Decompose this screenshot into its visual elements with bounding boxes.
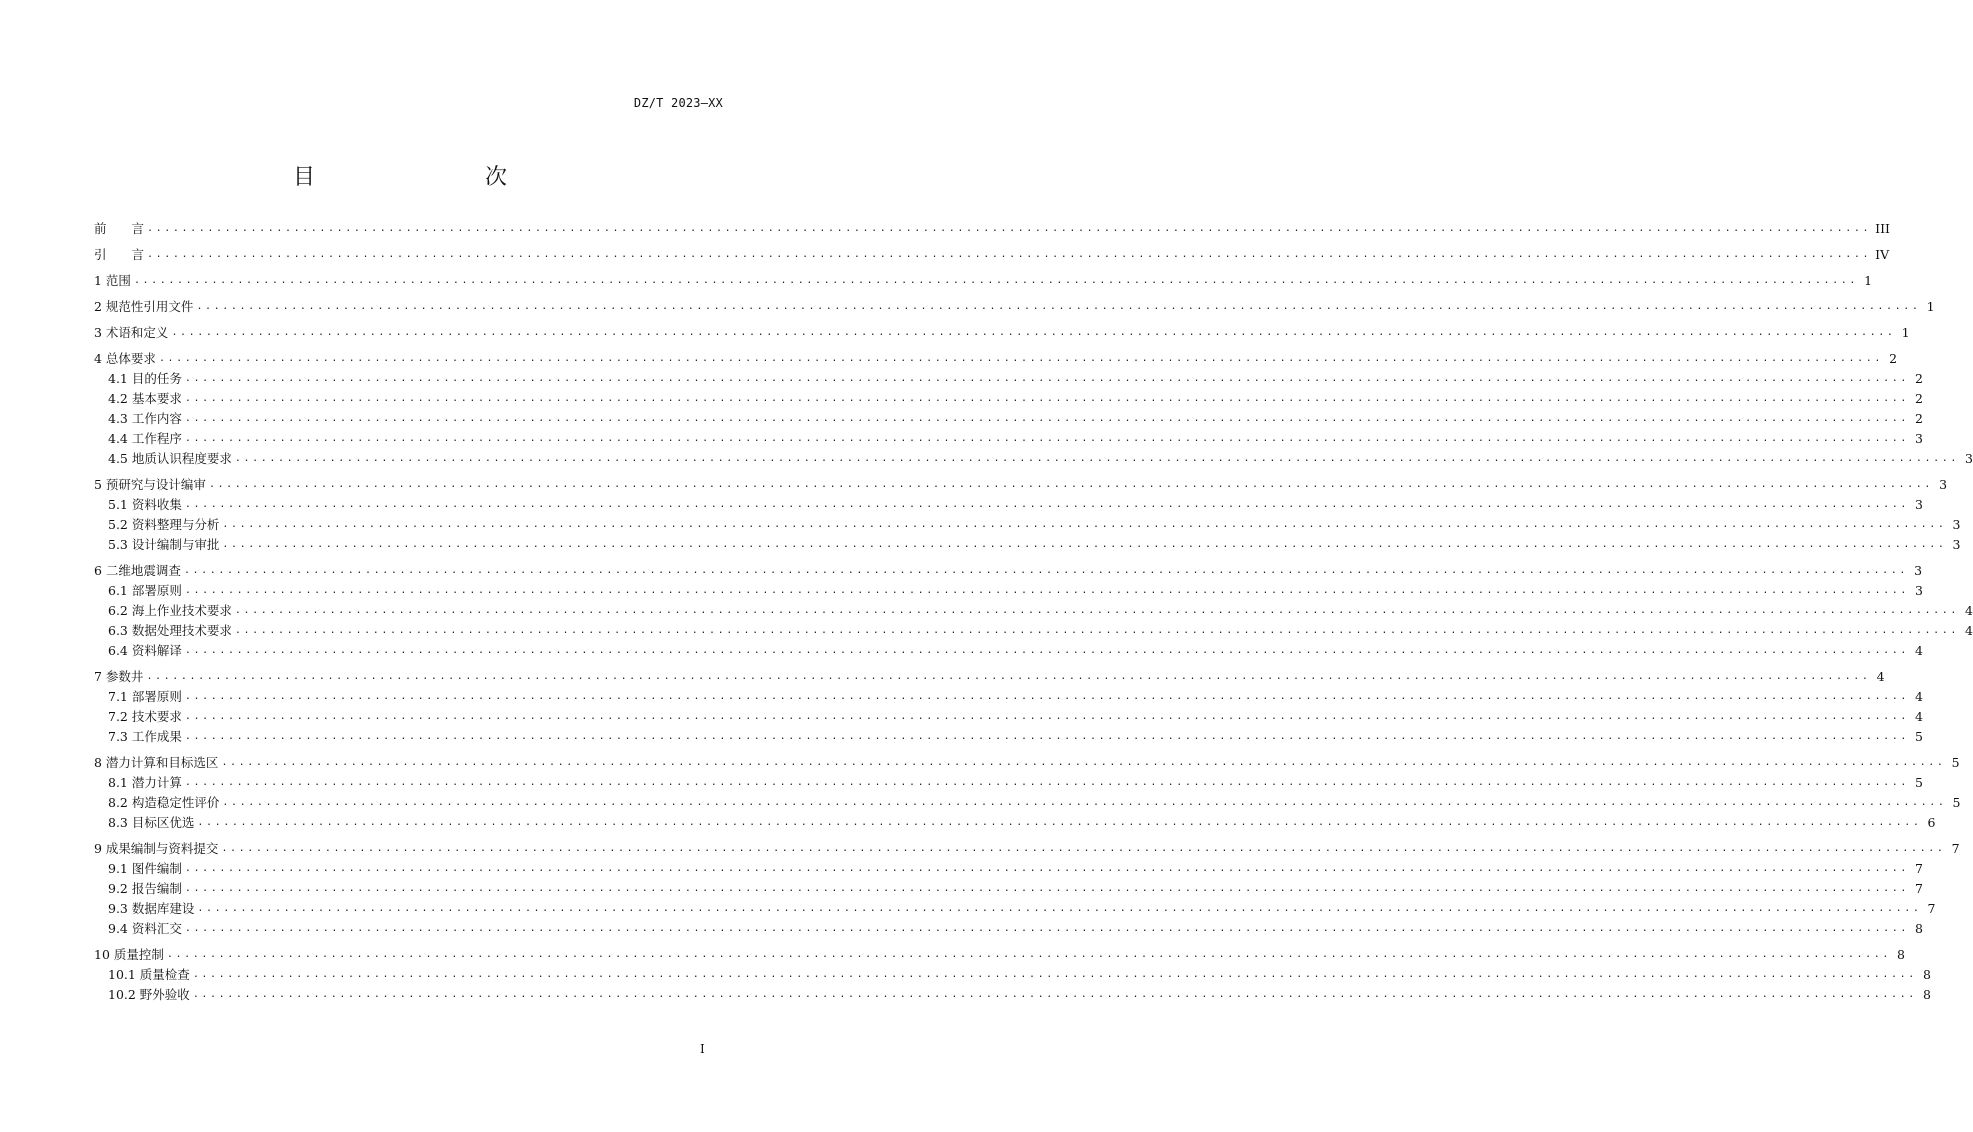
toc-entry-label: 5.1 资料收集 [108, 497, 182, 512]
toc-entry-page: III [1875, 221, 1890, 236]
toc-leader-dots: ........................................................................................................................................................................................................ [147, 223, 1872, 234]
toc-entry-page: 5 [1952, 795, 1961, 810]
toc-entry-label: 9.1 图件编制 [108, 861, 182, 876]
toc-entry-page: 4 [1965, 603, 1973, 618]
toc-leader-dots: ........................................................................................................................................................................................................ [184, 731, 1909, 742]
toc-entry-label: 8.2 构造稳定性评价 [108, 795, 220, 810]
toc-entry[interactable] [94, 773, 1923, 793]
toc-entry[interactable] [94, 859, 1923, 879]
toc-entry-page: 3 [1915, 431, 1923, 446]
toc-entry-page: 2 [1915, 371, 1923, 386]
toc-entry-label: 4 总体要求 [94, 351, 156, 366]
toc-entry[interactable] [94, 271, 1873, 291]
toc-entry-label: 4.4 工作程序 [108, 431, 182, 446]
toc-entry-label: 8.1 潜力计算 [108, 775, 182, 790]
standard-code: DZ/T 2023—XX [633, 96, 723, 110]
toc-entry-label: 7 参数井 [94, 669, 144, 684]
toc-leader-dots: ........................................................................................................................................................................................................ [192, 969, 1917, 980]
toc-leader-dots: ........................................................................................................................................................................................................ [184, 777, 1909, 788]
toc-entry-label: 4.3 工作内容 [108, 411, 182, 426]
toc-entry[interactable] [94, 945, 1905, 965]
toc-entry-label: 引 言 [94, 247, 145, 262]
toc-entry[interactable] [94, 621, 1973, 641]
toc-entry-page: 4 [1915, 709, 1923, 724]
toc-entry-label: 5 预研究与设计编审 [94, 477, 206, 492]
toc-entry-label: 6.3 数据处理技术要求 [108, 623, 232, 638]
toc-leader-dots: ........................................................................................................................................................................................................ [184, 393, 1909, 404]
toc-entry-page: 8 [1897, 947, 1905, 962]
toc-entry-page: 5 [1951, 755, 1960, 770]
toc-entry-label: 6.4 资料解译 [108, 643, 182, 658]
toc-leader-dots: ........................................................................................................................................................................................................ [234, 453, 1959, 464]
toc-entry-label: 5.3 设计编制与审批 [108, 537, 220, 552]
toc-entry[interactable] [94, 919, 1923, 939]
toc-entry-page: 1 [1901, 325, 1910, 340]
toc-entry[interactable] [94, 535, 1961, 555]
toc-leader-dots: ........................................................................................................................................................................................................ [234, 605, 1959, 616]
toc-entry[interactable] [94, 707, 1923, 727]
toc-entry-page: 8 [1915, 921, 1923, 936]
toc-entry-label: 4.2 基本要求 [108, 391, 182, 406]
toc-entry[interactable] [94, 219, 1890, 239]
toc-entry-page: 4 [1876, 669, 1885, 684]
toc-entry-label: 6 二维地震调查 [94, 563, 181, 578]
toc-entry-label: 7.1 部署原则 [108, 689, 182, 704]
toc-leader-dots: ........................................................................................................................................................................................................ [222, 539, 1947, 550]
toc-leader-dots: ........................................................................................................................................................................................................ [184, 373, 1909, 384]
toc-entry-page: 2 [1889, 351, 1898, 366]
toc-entry[interactable] [94, 813, 1936, 833]
toc-entry-page: 4 [1915, 643, 1923, 658]
toc-entry-label: 8.3 目标区优选 [108, 815, 195, 830]
toc-entry-page: 8 [1922, 987, 1931, 1002]
toc-entry-label: 1 范围 [94, 273, 131, 288]
toc-leader-dots: ........................................................................................................................................................................................................ [208, 479, 1934, 490]
toc-entry[interactable] [94, 429, 1923, 449]
toc-entry[interactable] [94, 879, 1923, 899]
toc-leader-dots: ........................................................................................................................................................................................................ [221, 843, 1946, 854]
toc-leader-dots: ........................................................................................................................................................................................................ [184, 433, 1909, 444]
toc-entry[interactable] [94, 687, 1923, 707]
toc-leader-dots: ........................................................................................................................................................................................................ [166, 949, 1891, 960]
toc-entry-label: 6.1 部署原则 [108, 583, 182, 598]
toc-leader-dots: ........................................................................................................................................................................................................ [184, 711, 1909, 722]
toc-entry-page: 3 [1952, 537, 1961, 552]
toc-leader-dots: ........................................................................................................................................................................................................ [183, 565, 1909, 576]
toc-entry-label: 8 潜力计算和目标选区 [94, 755, 219, 770]
toc-entry[interactable] [94, 369, 1923, 389]
toc-entry-label: 10.2 野外验收 [108, 987, 190, 1002]
toc-entry-label: 4.5 地质认识程度要求 [108, 451, 232, 466]
toc-entry[interactable] [94, 641, 1923, 661]
toc-entry-page: 3 [1939, 477, 1948, 492]
toc-entry-label: 9.2 报告编制 [108, 881, 182, 896]
toc-leader-dots: ........................................................................................................................................................................................................ [234, 625, 1959, 636]
toc-entry[interactable] [94, 389, 1923, 409]
toc-entry[interactable] [94, 965, 1931, 985]
toc-entry-label: 10.1 质量检查 [108, 967, 190, 982]
toc-leader-dots: ........................................................................................................................................................................................................ [184, 691, 1909, 702]
toc-leader-dots: ........................................................................................................................................................................................................ [146, 671, 1871, 682]
toc-leader-dots: ........................................................................................................................................................................................................ [133, 275, 1859, 286]
toc-entry[interactable] [94, 667, 1885, 687]
toc-entry-page: 7 [1927, 901, 1936, 916]
toc-entry-page: 3 [1914, 563, 1923, 578]
toc-entry-label: 7.3 工作成果 [108, 729, 182, 744]
toc-entry-page: 1 [1926, 299, 1935, 314]
toc-entry[interactable] [94, 515, 1961, 535]
toc-entry[interactable] [94, 495, 1923, 515]
toc-entry-label: 前 言 [94, 221, 145, 236]
toc-entry[interactable] [94, 409, 1923, 429]
toc-entry[interactable] [94, 793, 1961, 813]
toc-entry-page: 7 [1915, 861, 1923, 876]
table-of-contents [94, 219, 1973, 1005]
toc-entry-page: 3 [1952, 517, 1961, 532]
toc-entry-page: 3 [1915, 497, 1923, 512]
toc-entry-page: 3 [1965, 451, 1973, 466]
toc-entry[interactable] [94, 727, 1923, 747]
toc-leader-dots: ........................................................................................................................................................................................................ [184, 413, 1909, 424]
toc-leader-dots: ........................................................................................................................................................................................................ [171, 327, 1896, 338]
toc-leader-dots: ........................................................................................................................................................................................................ [192, 989, 1917, 1000]
toc-leader-dots: ........................................................................................................................................................................................................ [184, 883, 1909, 894]
toc-entry-page: 7 [1951, 841, 1960, 856]
toc-entry[interactable] [94, 297, 1935, 317]
toc-leader-dots: ........................................................................................................................................................................................................ [184, 923, 1909, 934]
toc-entry-page: 3 [1915, 583, 1923, 598]
toc-entry-page: 2 [1915, 391, 1923, 406]
toc-entry-page: 4 [1915, 689, 1923, 704]
toc-entry-label: 7.2 技术要求 [108, 709, 182, 724]
toc-entry-label: 4.1 目的任务 [108, 371, 182, 386]
toc-leader-dots: ........................................................................................................................................................................................................ [197, 903, 1922, 914]
toc-entry-page: 2 [1915, 411, 1923, 426]
page-number: I [700, 1042, 705, 1056]
toc-leader-dots: ........................................................................................................................................................................................................ [147, 249, 1872, 260]
toc-entry-page: 7 [1915, 881, 1923, 896]
toc-entry[interactable] [94, 839, 1960, 859]
toc-entry-label: 9.3 数据库建设 [108, 901, 195, 916]
toc-entry[interactable] [94, 245, 1890, 265]
toc-entry[interactable] [94, 985, 1931, 1005]
toc-entry-page: 1 [1864, 273, 1873, 288]
toc-leader-dots: ........................................................................................................................................................................................................ [184, 585, 1909, 596]
toc-entry-page: 5 [1915, 729, 1923, 744]
page-title: 目 次 [292, 165, 549, 190]
toc-leader-dots: ........................................................................................................................................................................................................ [158, 353, 1884, 364]
toc-entry-label: 5.2 资料整理与分析 [108, 517, 220, 532]
toc-entry[interactable] [94, 601, 1973, 621]
toc-entry-label: 9 成果编制与资料提交 [94, 841, 219, 856]
toc-leader-dots: ........................................................................................................................................................................................................ [197, 817, 1922, 828]
toc-entry-label: 3 术语和定义 [94, 325, 169, 340]
toc-entry[interactable] [94, 899, 1936, 919]
toc-entry-label: 9.4 资料汇交 [108, 921, 182, 936]
toc-entry[interactable] [94, 561, 1923, 581]
toc-entry[interactable] [94, 449, 1973, 469]
toc-entry-page: 4 [1965, 623, 1973, 638]
toc-entry-label: 2 规范性引用文件 [94, 299, 194, 314]
toc-entry-page: 5 [1915, 775, 1923, 790]
toc-entry[interactable] [94, 349, 1898, 369]
toc-leader-dots: ........................................................................................................................................................................................................ [196, 301, 1921, 312]
toc-entry-label: 6.2 海上作业技术要求 [108, 603, 232, 618]
toc-leader-dots: ........................................................................................................................................................................................................ [184, 499, 1909, 510]
toc-leader-dots: ........................................................................................................................................................................................................ [184, 863, 1909, 874]
toc-leader-dots: ........................................................................................................................................................................................................ [221, 757, 1946, 768]
toc-entry[interactable] [94, 475, 1948, 495]
toc-entry[interactable] [94, 753, 1960, 773]
toc-leader-dots: ........................................................................................................................................................................................................ [222, 797, 1947, 808]
toc-entry-page: 8 [1922, 967, 1931, 982]
toc-entry-page: 6 [1927, 815, 1936, 830]
toc-entry[interactable] [94, 323, 1910, 343]
toc-entry[interactable] [94, 581, 1923, 601]
toc-leader-dots: ........................................................................................................................................................................................................ [222, 519, 1947, 530]
toc-leader-dots: ........................................................................................................................................................................................................ [184, 645, 1909, 656]
toc-entry-label: 10 质量控制 [94, 947, 164, 962]
toc-entry-page: IV [1875, 247, 1890, 262]
